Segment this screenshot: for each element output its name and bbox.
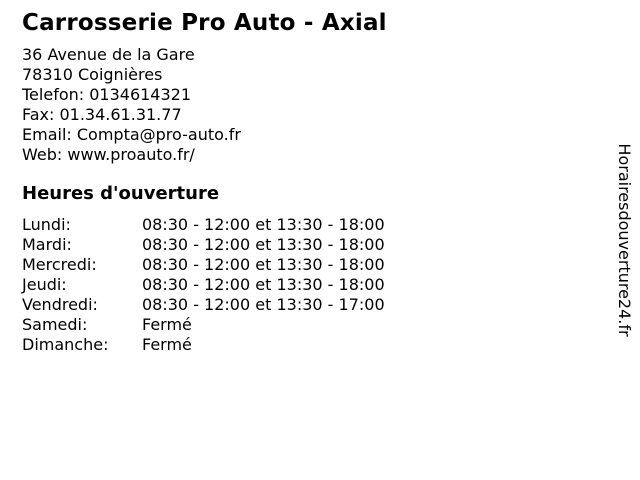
day-label: Lundi: [22,215,71,234]
address-city-line: 78310 Coignières [22,65,163,84]
hours-value: 08:30 - 12:00 et 13:30 - 18:00 [142,235,385,254]
hours-value: 08:30 - 12:00 et 13:30 - 18:00 [142,255,385,274]
opening-hours-row-saturday [22,315,596,335]
hours-value: Fermé [142,335,192,354]
day-label: Jeudi: [22,275,67,294]
hours-value: Fermé [142,315,192,334]
day-label: Dimanche: [22,335,109,354]
hours-value: 08:30 - 12:00 et 13:30 - 18:00 [142,215,385,234]
phone-line: Telefon: 0134614321 [22,85,192,104]
opening-hours-row-wednesday [22,255,596,275]
opening-hours-row-monday [22,215,596,235]
contact-info [22,45,596,165]
hours-value: 08:30 - 12:00 et 13:30 - 18:00 [142,275,385,294]
opening-hours-row-thursday [22,275,596,295]
day-label: Mercredi: [22,255,97,274]
fax-line: Fax: 01.34.61.31.77 [22,105,182,124]
site-branding-vertical-text: Horairesdouverture24.fr [615,143,634,337]
email-line: Email: Compta@pro-auto.fr [22,125,241,144]
day-label: Vendredi: [22,295,98,314]
business-name-title: Carrosserie Pro Auto - Axial [22,10,387,36]
opening-hours-table [22,215,596,355]
address-street-line: 36 Avenue de la Gare [22,45,195,64]
opening-hours-row-tuesday [22,235,596,255]
hours-value: 08:30 - 12:00 et 13:30 - 17:00 [142,295,385,314]
opening-hours-heading: Heures d'ouverture [22,183,220,204]
day-label: Samedi: [22,315,88,334]
web-line: Web: www.proauto.fr/ [22,145,195,164]
opening-hours-row-sunday [22,335,596,355]
day-label: Mardi: [22,235,72,254]
opening-hours-row-friday [22,295,596,315]
